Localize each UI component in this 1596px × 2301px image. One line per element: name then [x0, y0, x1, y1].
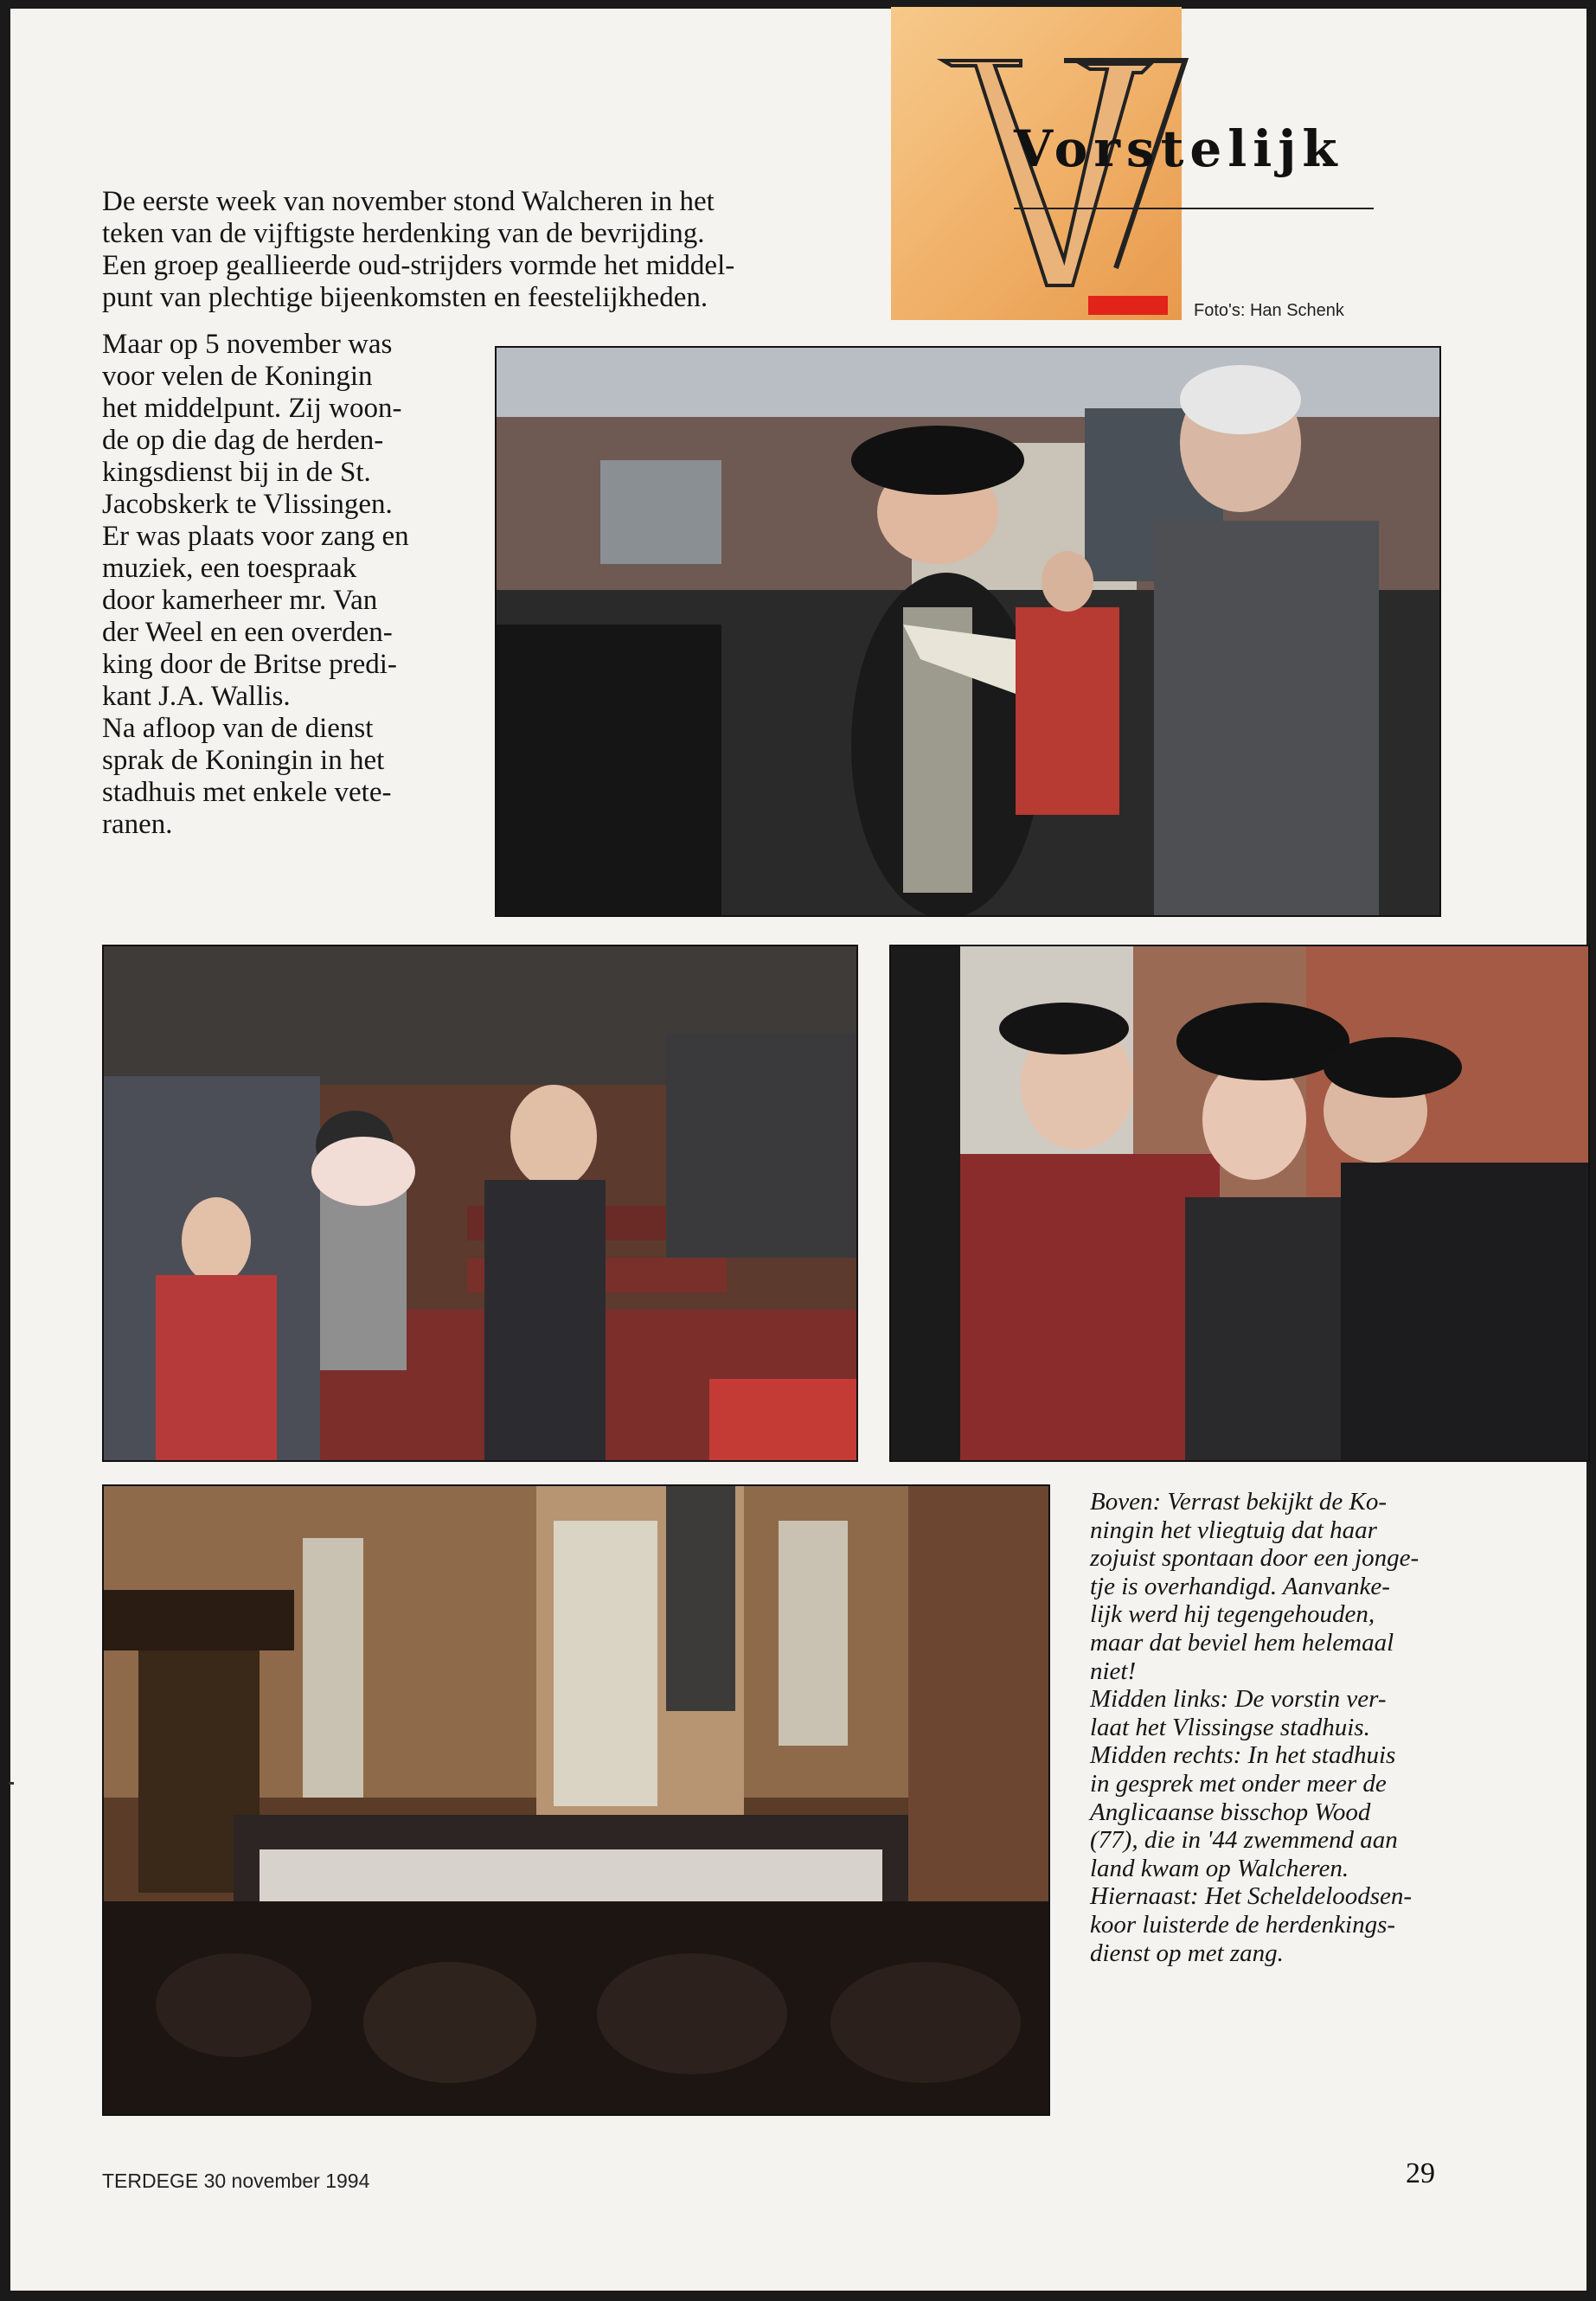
caption-line: laat het Vlissingse stadhuis. — [1090, 1713, 1370, 1741]
text-line: teken van de vijftigste herdenking van de bevrijding. — [102, 218, 705, 249]
intro-paragraph-narrow — [102, 329, 483, 841]
caption-line: land kwam op Walcheren. — [1090, 1854, 1349, 1882]
intro-paragraph-wide — [102, 186, 863, 314]
text-line: De eerste week van november stond Walcheren in het — [102, 186, 715, 217]
caption-line: maar dat beviel hem helemaal — [1090, 1628, 1394, 1657]
text-line: punt van plechtige bijeenkomsten en feestelijkheden. — [102, 282, 708, 313]
text-line: het middelpunt. Zij woon- — [102, 393, 402, 424]
text-line: kant J.A. Wallis. — [102, 681, 291, 712]
text-line: kingsdienst bij in de St. — [102, 457, 371, 488]
text-line: der Weel en een overden- — [102, 617, 393, 648]
caption-line: tje is overhandigd. Aanvanke- — [1090, 1572, 1390, 1600]
text-line: king door de Britse predi- — [102, 649, 397, 680]
caption-line: Boven: Verrast bekijkt de Ko- — [1090, 1488, 1388, 1516]
photo-queen-airplane — [495, 346, 1441, 917]
text-line: Jacobskerk te Vlissingen. — [102, 489, 393, 520]
text-line: sprak de Koningin in het — [102, 745, 385, 776]
logo-red-bar — [1088, 296, 1168, 315]
text-line: door kamerheer mr. Van — [102, 585, 378, 616]
text-line: Maar op 5 november was — [102, 329, 393, 360]
text-line: Na afloop van de dienst — [102, 713, 374, 744]
text-line: stadhuis met enkele vete- — [102, 777, 392, 808]
photo-credit: Foto's: Han Schenk — [1194, 301, 1344, 320]
text-line: Er was plaats voor zang en — [102, 521, 409, 552]
margin-mark — [9, 1782, 14, 1785]
caption-line: Anglicaanse bisschop Wood — [1090, 1798, 1371, 1826]
photo-caption — [1090, 1488, 1497, 1967]
footer-publication: TERDEGE 30 november 1994 — [102, 2170, 370, 2192]
logo-underline — [1014, 208, 1374, 209]
photo-church-choir — [102, 1484, 1050, 2116]
footer-page-number: 29 — [1406, 2157, 1435, 2189]
caption-line: in gesprek met onder meer de — [1090, 1769, 1387, 1798]
text-line: voor velen de Koningin — [102, 361, 373, 392]
text-line: Een groep geallieerde oud-strijders vormde het middel- — [102, 250, 735, 281]
text-line: de op die dag de herden- — [102, 425, 384, 456]
caption-line: Hiernaast: Het Scheldeloodsen- — [1090, 1882, 1413, 1911]
caption-line: Midden links: De vorstin ver- — [1090, 1685, 1387, 1714]
caption-line: dienst op met zang. — [1090, 1939, 1284, 1967]
caption-line: ningin het vliegtuig dat haar — [1090, 1516, 1377, 1544]
caption-line: niet! — [1090, 1657, 1137, 1685]
caption-line: zojuist spontaan door een jonge- — [1090, 1544, 1420, 1573]
caption-line: Midden rechts: In het stadhuis — [1090, 1741, 1396, 1770]
photo-queen-leaving-townhall — [102, 945, 858, 1462]
photo-conversation-townhall — [889, 945, 1590, 1462]
text-line: muziek, een toespraak — [102, 553, 357, 584]
caption-line: lijk werd hij tegengehouden, — [1090, 1600, 1375, 1629]
caption-line: (77), die in '44 zwemmend aan — [1090, 1826, 1398, 1855]
text-line: ranen. — [102, 809, 173, 840]
caption-line: koor luisterde de herdenkings- — [1090, 1910, 1396, 1939]
logo-word: Vorstelijk — [1014, 119, 1343, 178]
